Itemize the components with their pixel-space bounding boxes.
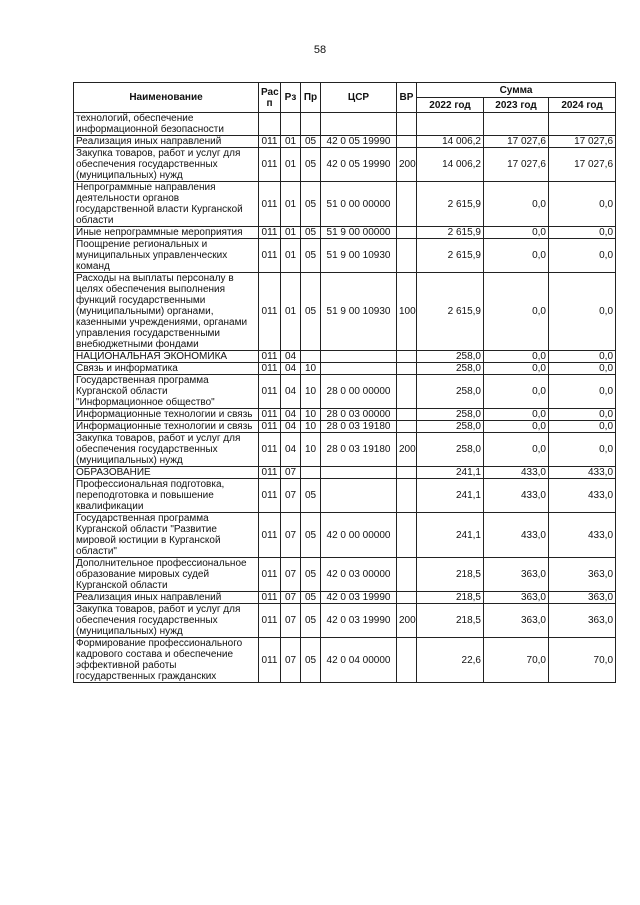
cell-pr: 10 — [301, 363, 321, 375]
page-number: 58 — [313, 44, 327, 56]
cell-vr — [397, 409, 417, 421]
cell-csr — [321, 351, 397, 363]
cell-2023: 363,0 — [484, 592, 549, 604]
budget-table — [73, 82, 616, 683]
cell-ras: 011 — [259, 273, 281, 351]
cell-rz: 07 — [281, 604, 301, 638]
cell-2024: 0,0 — [549, 351, 616, 363]
cell-vr — [397, 638, 417, 683]
cell-pr: 05 — [301, 638, 321, 683]
cell-2022: 258,0 — [417, 351, 484, 363]
cell-vr: 200 — [397, 604, 417, 638]
cell-2024: 0,0 — [549, 273, 616, 351]
cell-2022: 258,0 — [417, 363, 484, 375]
cell-2023: 433,0 — [484, 479, 549, 513]
cell-2022: 2 615,9 — [417, 182, 484, 227]
cell-2022: 241,1 — [417, 513, 484, 558]
table-row — [74, 239, 616, 273]
cell-rz: 07 — [281, 479, 301, 513]
cell-name: Связь и информатика — [74, 363, 259, 375]
cell-vr — [397, 351, 417, 363]
col-header-vr: ВР — [397, 83, 417, 113]
cell-name: Формирование профессионального кадрового состава и обеспечение эффективной работы государственных гражданских — [74, 638, 259, 683]
cell-csr: 42 0 03 19990 — [321, 592, 397, 604]
cell-name: технологий, обеспечение информационной безопасности — [74, 113, 259, 136]
cell-2023: 70,0 — [484, 638, 549, 683]
cell-rz: 07 — [281, 592, 301, 604]
cell-name: Государственная программа Курганской области "Информационное общество" — [74, 375, 259, 409]
cell-pr — [301, 113, 321, 136]
cell-name: Информационные технологии и связь — [74, 421, 259, 433]
col-header-2023: 2023 год — [484, 98, 549, 113]
table-row — [74, 182, 616, 227]
cell-2023: 0,0 — [484, 433, 549, 467]
cell-pr: 05 — [301, 136, 321, 148]
col-header-pr: Пр — [301, 83, 321, 113]
cell-2024: 433,0 — [549, 513, 616, 558]
cell-pr: 10 — [301, 375, 321, 409]
cell-pr: 05 — [301, 479, 321, 513]
cell-2022: 14 006,2 — [417, 148, 484, 182]
cell-rz: 04 — [281, 433, 301, 467]
cell-vr — [397, 113, 417, 136]
cell-name: Реализация иных направлений — [74, 136, 259, 148]
cell-2023: 0,0 — [484, 409, 549, 421]
cell-name: Закупка товаров, работ и услуг для обеспечения государственных (муниципальных) нужд — [74, 604, 259, 638]
cell-name: Государственная программа Курганской области "Развитие мировой юстиции в Курганской области" — [74, 513, 259, 558]
table-row — [74, 148, 616, 182]
cell-csr — [321, 479, 397, 513]
cell-ras: 011 — [259, 182, 281, 227]
cell-2023 — [484, 113, 549, 136]
cell-2023: 17 027,6 — [484, 136, 549, 148]
cell-pr: 05 — [301, 182, 321, 227]
table-row — [74, 421, 616, 433]
cell-2024: 0,0 — [549, 409, 616, 421]
cell-pr: 05 — [301, 592, 321, 604]
cell-pr: 10 — [301, 421, 321, 433]
cell-rz — [281, 113, 301, 136]
cell-2024: 0,0 — [549, 375, 616, 409]
cell-2023: 0,0 — [484, 273, 549, 351]
cell-csr: 28 0 03 19180 — [321, 421, 397, 433]
cell-rz: 07 — [281, 558, 301, 592]
cell-2022: 2 615,9 — [417, 273, 484, 351]
table-row — [74, 136, 616, 148]
cell-pr: 05 — [301, 148, 321, 182]
cell-ras — [259, 113, 281, 136]
cell-ras: 011 — [259, 421, 281, 433]
cell-ras: 011 — [259, 363, 281, 375]
cell-rz: 07 — [281, 513, 301, 558]
cell-2022: 258,0 — [417, 375, 484, 409]
cell-2023: 363,0 — [484, 558, 549, 592]
cell-2022: 218,5 — [417, 592, 484, 604]
cell-rz: 01 — [281, 148, 301, 182]
col-header-ras: Рас п — [259, 83, 281, 113]
cell-2022: 241,1 — [417, 479, 484, 513]
cell-name: Профессиональная подготовка, переподготовка и повышение квалификации — [74, 479, 259, 513]
cell-ras: 011 — [259, 227, 281, 239]
cell-pr — [301, 351, 321, 363]
cell-2023: 0,0 — [484, 239, 549, 273]
cell-2024: 17 027,6 — [549, 136, 616, 148]
cell-2023: 433,0 — [484, 467, 549, 479]
cell-2022: 2 615,9 — [417, 227, 484, 239]
cell-csr: 42 0 04 00000 — [321, 638, 397, 683]
cell-vr: 100 — [397, 273, 417, 351]
cell-csr: 28 0 03 19180 — [321, 433, 397, 467]
cell-ras: 011 — [259, 558, 281, 592]
table-row — [74, 409, 616, 421]
cell-2022: 258,0 — [417, 433, 484, 467]
cell-2023: 0,0 — [484, 182, 549, 227]
cell-2023: 0,0 — [484, 363, 549, 375]
cell-vr — [397, 136, 417, 148]
table-row — [74, 638, 616, 683]
cell-2024: 0,0 — [549, 227, 616, 239]
col-header-name: Наименование — [74, 83, 259, 113]
cell-name: Поощрение региональных и муниципальных управленческих команд — [74, 239, 259, 273]
cell-rz: 01 — [281, 182, 301, 227]
cell-2023: 0,0 — [484, 351, 549, 363]
cell-vr: 200 — [397, 433, 417, 467]
cell-rz: 01 — [281, 239, 301, 273]
cell-csr: 51 0 00 00000 — [321, 182, 397, 227]
cell-csr — [321, 113, 397, 136]
header-row — [74, 83, 616, 98]
cell-rz: 04 — [281, 351, 301, 363]
cell-2022: 218,5 — [417, 558, 484, 592]
table-row — [74, 227, 616, 239]
table-row — [74, 113, 616, 136]
cell-csr — [321, 363, 397, 375]
cell-2023: 0,0 — [484, 421, 549, 433]
cell-pr: 05 — [301, 273, 321, 351]
cell-2024 — [549, 113, 616, 136]
cell-2024: 17 027,6 — [549, 148, 616, 182]
col-header-rz: Рз — [281, 83, 301, 113]
table-row — [74, 558, 616, 592]
cell-name: Закупка товаров, работ и услуг для обеспечения государственных (муниципальных) нужд — [74, 433, 259, 467]
cell-rz: 01 — [281, 273, 301, 351]
cell-ras: 011 — [259, 375, 281, 409]
cell-vr — [397, 592, 417, 604]
table-row — [74, 604, 616, 638]
cell-rz: 04 — [281, 409, 301, 421]
cell-csr — [321, 467, 397, 479]
cell-rz: 07 — [281, 467, 301, 479]
cell-vr — [397, 182, 417, 227]
cell-vr — [397, 375, 417, 409]
cell-name: Иные непрограммные мероприятия — [74, 227, 259, 239]
cell-csr: 28 0 03 00000 — [321, 409, 397, 421]
cell-2022: 258,0 — [417, 409, 484, 421]
cell-csr: 42 0 03 19990 — [321, 604, 397, 638]
cell-name: Дополнительное профессиональное образование мировых судей Курганской области — [74, 558, 259, 592]
cell-rz: 04 — [281, 421, 301, 433]
table-row — [74, 351, 616, 363]
cell-rz: 04 — [281, 363, 301, 375]
table-row — [74, 479, 616, 513]
cell-ras: 011 — [259, 351, 281, 363]
cell-vr — [397, 479, 417, 513]
cell-pr: 05 — [301, 604, 321, 638]
cell-2024: 70,0 — [549, 638, 616, 683]
cell-ras: 011 — [259, 467, 281, 479]
cell-2024: 433,0 — [549, 479, 616, 513]
cell-vr — [397, 467, 417, 479]
cell-pr: 10 — [301, 433, 321, 467]
cell-2024: 0,0 — [549, 421, 616, 433]
cell-2024: 433,0 — [549, 467, 616, 479]
col-header-2022: 2022 год — [417, 98, 484, 113]
cell-vr — [397, 227, 417, 239]
cell-2022 — [417, 113, 484, 136]
cell-pr: 05 — [301, 513, 321, 558]
cell-csr: 51 9 00 10930 — [321, 239, 397, 273]
cell-ras: 011 — [259, 239, 281, 273]
table-row — [74, 592, 616, 604]
cell-name: Информационные технологии и связь — [74, 409, 259, 421]
col-header-2024: 2024 год — [549, 98, 616, 113]
cell-ras: 011 — [259, 479, 281, 513]
table-row — [74, 467, 616, 479]
cell-ras: 011 — [259, 409, 281, 421]
cell-2022: 241,1 — [417, 467, 484, 479]
cell-pr: 10 — [301, 409, 321, 421]
table-row — [74, 513, 616, 558]
cell-ras: 011 — [259, 592, 281, 604]
cell-csr: 42 0 03 00000 — [321, 558, 397, 592]
cell-pr: 05 — [301, 239, 321, 273]
cell-2024: 363,0 — [549, 592, 616, 604]
cell-rz: 01 — [281, 136, 301, 148]
cell-vr — [397, 363, 417, 375]
table-row — [74, 433, 616, 467]
cell-vr: 200 — [397, 148, 417, 182]
cell-2024: 363,0 — [549, 604, 616, 638]
cell-2022: 218,5 — [417, 604, 484, 638]
cell-vr — [397, 239, 417, 273]
cell-2024: 0,0 — [549, 433, 616, 467]
cell-2022: 14 006,2 — [417, 136, 484, 148]
cell-ras: 011 — [259, 433, 281, 467]
cell-2023: 363,0 — [484, 604, 549, 638]
cell-2023: 433,0 — [484, 513, 549, 558]
cell-2023: 0,0 — [484, 375, 549, 409]
cell-name: Закупка товаров, работ и услуг для обеспечения государственных (муниципальных) нужд — [74, 148, 259, 182]
col-header-csr: ЦСР — [321, 83, 397, 113]
cell-2024: 363,0 — [549, 558, 616, 592]
cell-2022: 258,0 — [417, 421, 484, 433]
cell-vr — [397, 558, 417, 592]
cell-csr: 28 0 00 00000 — [321, 375, 397, 409]
cell-2023: 17 027,6 — [484, 148, 549, 182]
cell-pr: 05 — [301, 558, 321, 592]
table-body — [74, 113, 616, 683]
cell-name: Расходы на выплаты персоналу в целях обеспечения выполнения функций государственными (муниципальными) органами, казенными учреждениями, органами управления государственными внебюджетными фондами — [74, 273, 259, 351]
cell-csr: 51 9 00 00000 — [321, 227, 397, 239]
cell-rz: 07 — [281, 638, 301, 683]
cell-2024: 0,0 — [549, 239, 616, 273]
cell-name: НАЦИОНАЛЬНАЯ ЭКОНОМИКА — [74, 351, 259, 363]
cell-2022: 2 615,9 — [417, 239, 484, 273]
cell-ras: 011 — [259, 148, 281, 182]
cell-name: ОБРАЗОВАНИЕ — [74, 467, 259, 479]
cell-csr: 42 0 05 19990 — [321, 148, 397, 182]
table-row — [74, 363, 616, 375]
cell-csr: 42 0 05 19990 — [321, 136, 397, 148]
cell-rz: 04 — [281, 375, 301, 409]
table-row — [74, 375, 616, 409]
cell-2023: 0,0 — [484, 227, 549, 239]
cell-ras: 011 — [259, 136, 281, 148]
cell-vr — [397, 513, 417, 558]
cell-pr: 05 — [301, 227, 321, 239]
cell-csr: 51 9 00 10930 — [321, 273, 397, 351]
cell-ras: 011 — [259, 604, 281, 638]
cell-csr: 42 0 00 00000 — [321, 513, 397, 558]
cell-2024: 0,0 — [549, 363, 616, 375]
cell-2024: 0,0 — [549, 182, 616, 227]
cell-vr — [397, 421, 417, 433]
cell-rz: 01 — [281, 227, 301, 239]
cell-2022: 22,6 — [417, 638, 484, 683]
table-row — [74, 273, 616, 351]
cell-pr — [301, 467, 321, 479]
cell-name: Реализация иных направлений — [74, 592, 259, 604]
cell-name: Непрограммные направления деятельности органов государственной власти Курганской области — [74, 182, 259, 227]
cell-ras: 011 — [259, 513, 281, 558]
cell-ras: 011 — [259, 638, 281, 683]
col-header-sum: Сумма — [417, 83, 616, 98]
